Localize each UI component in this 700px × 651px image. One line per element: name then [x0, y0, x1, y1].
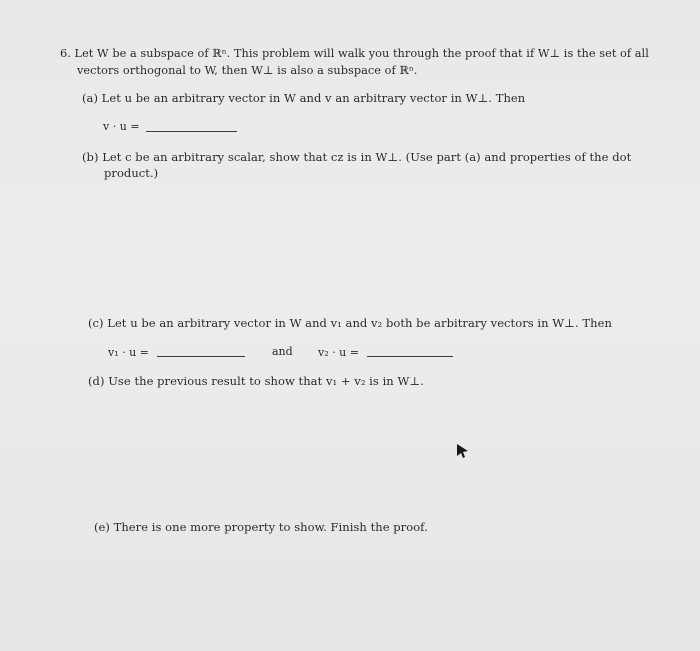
part-c-equation-1: v₁ · u =	[108, 346, 149, 359]
part-a-text: (a) Let u be an arbitrary vector in W and v an arbitrary vector in W⊥. Then	[82, 91, 526, 105]
mouse-pointer-icon	[456, 443, 470, 459]
problem-line-2: vectors orthogonal to W, then W⊥ is also a subspace of ℝⁿ.	[77, 64, 418, 77]
part-c-equation-2: v₂ · u =	[318, 346, 359, 359]
part-e-text: (e) There is one more property to show. Finish the proof.	[94, 520, 428, 534]
part-c-and: and	[272, 345, 293, 358]
part-a-equation: v · u =	[103, 120, 140, 133]
part-a-answer-blank[interactable]	[146, 131, 237, 132]
part-c-answer-blank-2[interactable]	[367, 356, 453, 357]
part-c-text: (c) Let u be an arbitrary vector in W and v₁ and v₂ both be arbitrary vectors in W⊥. Then	[88, 316, 612, 330]
problem-line-1: 6. Let W be a subspace of ℝⁿ. This problem will walk you through the proof that if W⊥ is the set of all	[60, 47, 649, 60]
part-b-line-1: (b) Let c be an arbitrary scalar, show that cz is in W⊥. (Use part (a) and properties of the dot	[82, 150, 632, 164]
part-c-answer-blank-1[interactable]	[157, 356, 245, 357]
part-b-line-2: product.)	[104, 166, 159, 180]
part-d-text: (d) Use the previous result to show that v₁ + v₂ is in W⊥.	[88, 374, 424, 388]
